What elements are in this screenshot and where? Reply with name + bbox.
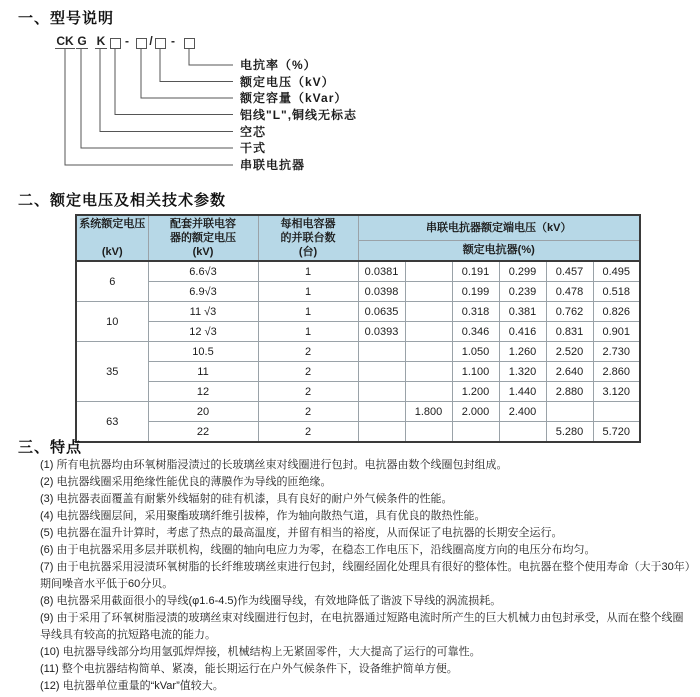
terminal-voltage-cell: 0.495	[593, 261, 640, 282]
spec-table	[75, 214, 641, 443]
header-line: 系统额定电压	[79, 218, 146, 230]
terminal-voltage-cell: 0.478	[546, 282, 593, 302]
model-code-box	[155, 38, 166, 49]
table-row	[76, 362, 640, 382]
model-code-box	[136, 38, 147, 49]
parallel-units-cell: 2	[258, 362, 358, 382]
terminal-voltage-cell	[358, 382, 405, 402]
system-voltage-cell: 63	[76, 402, 148, 443]
feature-item: (6) 由于电抗器采用多层并联机构，线圈的轴向电应力为零，在稳态工作电压下，沿线圈高度方向的电压分布均匀。	[40, 544, 596, 556]
terminal-voltage-cell: 0.457	[546, 261, 593, 282]
feature-item: (3) 电抗器表面覆盖有耐紫外线辐射的硅有机漆，具有良好的耐户外气候条件的性能。	[40, 493, 453, 505]
header-line: (kV)	[101, 246, 123, 258]
feature-item: (7) 由于电抗器采用浸渍环氧树脂的长纤维玻璃丝束进行包封，线圈经固化处理具有很好的整体性。电抗器在整个使用寿命（大于30年）期间噪音水平低于60分贝。	[40, 561, 691, 590]
section2-title: 二、额定电压及相关技术参数	[18, 192, 227, 209]
table-row	[76, 422, 640, 443]
terminal-voltage-cell: 1.200	[452, 382, 499, 402]
terminal-voltage-cell: 1.100	[452, 362, 499, 382]
terminal-voltage-cell: 0.831	[546, 322, 593, 342]
terminal-voltage-cell	[405, 261, 452, 282]
table-row	[76, 261, 640, 282]
terminal-voltage-cell	[358, 362, 405, 382]
model-label: 额定电压（kV）	[240, 75, 335, 89]
header-line: 配套并联电容	[170, 218, 236, 230]
capacitor-voltage-cell: 6.6√3	[148, 261, 258, 282]
feature-item: (8) 电抗器采用截面很小的导线(φ1.6-4.5)作为线圈导线，有效地降低了谐波下导线的涡流损耗。	[40, 595, 502, 607]
model-label: 额定容量（kVar）	[240, 91, 348, 105]
capacitor-voltage-cell: 11 √3	[148, 302, 258, 322]
terminal-voltage-cell: 1.260	[499, 342, 546, 362]
model-code-token: -	[171, 34, 175, 48]
terminal-voltage-cell: 2.640	[546, 362, 593, 382]
header-line: 每相电容器	[280, 218, 336, 230]
capacitor-voltage-cell: 20	[148, 402, 258, 422]
model-code-token: G	[77, 34, 87, 48]
terminal-voltage-cell	[546, 402, 593, 422]
feature-list	[40, 457, 692, 695]
model-code-diagram	[0, 0, 700, 185]
feature-item: (5) 电抗器在温升计算时，考虑了热点的最高温度，并留有相当的裕度，从而保证了电抗器的长期安全运行。	[40, 527, 563, 539]
table-body	[76, 261, 640, 442]
terminal-voltage-cell: 2.860	[593, 362, 640, 382]
feature-item: (12) 电抗器单位重量的“kVar”值较大。	[40, 680, 224, 692]
system-voltage-cell: 35	[76, 342, 148, 402]
table-row	[76, 322, 640, 342]
capacitor-voltage-cell: 11	[148, 362, 258, 382]
feature-item: (1) 所有电抗器均由环氧树脂浸渍过的长玻璃丝束对线圈进行包封。电抗器由数个线圈包封组成。	[40, 459, 508, 471]
model-code-token: CK	[56, 34, 74, 48]
model-label: 铝线"L",铜线无标志	[240, 108, 358, 122]
terminal-voltage-cell: 2.400	[499, 402, 546, 422]
parallel-units-cell: 2	[258, 382, 358, 402]
terminal-voltage-cell: 0.199	[452, 282, 499, 302]
system-voltage-cell: 10	[76, 302, 148, 342]
parallel-units-cell: 2	[258, 342, 358, 362]
terminal-voltage-cell: 0.0393	[358, 322, 405, 342]
table-row	[76, 342, 640, 362]
terminal-voltage-cell: 0.0398	[358, 282, 405, 302]
feature-item: (2) 电抗器线圈采用绝缘性能优良的薄膜作为导线的匝绝缘。	[40, 476, 332, 488]
terminal-voltage-cell: 0.318	[452, 302, 499, 322]
terminal-voltage-cell: 5.720	[593, 422, 640, 443]
parallel-units-cell: 1	[258, 282, 358, 302]
model-code-token: K	[96, 34, 106, 48]
header-terminal-voltage: 串联电抗器额定端电压（kV）	[358, 215, 640, 241]
terminal-voltage-cell: 0.416	[499, 322, 546, 342]
model-code-token: /	[149, 34, 153, 48]
model-code-box	[184, 38, 195, 49]
model-label: 干式	[240, 141, 267, 155]
header-line: 器的额定电压	[170, 232, 236, 244]
terminal-voltage-cell: 2.730	[593, 342, 640, 362]
feature-item: (9) 由于采用了环氧树脂浸渍的玻璃丝束对线圈进行包封，在电抗器通过短路电流时所产生的巨大机械力由包封承受，从而在整个线圈导线具有较高的抗短路电流的能力。	[40, 612, 684, 641]
terminal-voltage-cell: 0.239	[499, 282, 546, 302]
header-rated-reactance: 额定电抗器(%)	[358, 241, 640, 262]
table-row	[76, 402, 640, 422]
table-row	[76, 302, 640, 322]
connector-lines	[0, 0, 700, 185]
model-label: 电抗率（%）	[240, 58, 317, 72]
terminal-voltage-cell: 2.000	[452, 402, 499, 422]
terminal-voltage-cell: 0.0635	[358, 302, 405, 322]
terminal-voltage-cell: 0.762	[546, 302, 593, 322]
parallel-units-cell: 2	[258, 402, 358, 422]
model-code-box	[110, 38, 121, 49]
table-row	[76, 282, 640, 302]
system-voltage-cell: 6	[76, 261, 148, 302]
capacitor-voltage-cell: 22	[148, 422, 258, 443]
header-parallel-units	[258, 215, 358, 261]
terminal-voltage-cell	[405, 362, 452, 382]
terminal-voltage-cell: 0.518	[593, 282, 640, 302]
capacitor-voltage-cell: 6.9√3	[148, 282, 258, 302]
terminal-voltage-cell: 2.520	[546, 342, 593, 362]
parallel-units-cell: 1	[258, 302, 358, 322]
terminal-voltage-cell	[593, 402, 640, 422]
table-row	[76, 382, 640, 402]
terminal-voltage-cell: 3.120	[593, 382, 640, 402]
header-line	[77, 231, 148, 245]
terminal-voltage-cell	[405, 302, 452, 322]
model-label: 串联电抗器	[240, 158, 306, 172]
terminal-voltage-cell: 1.050	[452, 342, 499, 362]
feature-item: (11) 整个电抗器结构简单、紧凑，能长期运行在户外气候条件下，设备维护简单方便。	[40, 663, 458, 675]
terminal-voltage-cell	[358, 342, 405, 362]
feature-item: (10) 电抗器导线部分均用氩弧焊焊接，机械结构上无紧固零件，大大提高了运行的可靠性。	[40, 646, 481, 658]
header-line: 的并联台数	[280, 232, 336, 244]
header-line: (kV)	[192, 246, 214, 258]
terminal-voltage-cell	[405, 342, 452, 362]
parallel-units-cell: 1	[258, 322, 358, 342]
header-capacitor-voltage	[148, 215, 258, 261]
terminal-voltage-cell	[405, 382, 452, 402]
terminal-voltage-cell: 0.826	[593, 302, 640, 322]
terminal-voltage-cell: 0.191	[452, 261, 499, 282]
terminal-voltage-cell	[499, 422, 546, 443]
terminal-voltage-cell: 0.381	[499, 302, 546, 322]
header-line: (台)	[298, 246, 318, 258]
terminal-voltage-cell: 1.440	[499, 382, 546, 402]
section3-title: 三、特点	[18, 439, 83, 456]
terminal-voltage-cell	[405, 322, 452, 342]
terminal-voltage-cell	[358, 402, 405, 422]
parallel-units-cell: 1	[258, 261, 358, 282]
terminal-voltage-cell: 1.320	[499, 362, 546, 382]
terminal-voltage-cell	[405, 282, 452, 302]
parallel-units-cell: 2	[258, 422, 358, 443]
header-system-voltage	[76, 215, 148, 261]
terminal-voltage-cell: 0.299	[499, 261, 546, 282]
terminal-voltage-cell: 0.346	[452, 322, 499, 342]
terminal-voltage-cell: 2.880	[546, 382, 593, 402]
terminal-voltage-cell: 5.280	[546, 422, 593, 443]
terminal-voltage-cell	[358, 422, 405, 443]
terminal-voltage-cell	[405, 422, 452, 443]
capacitor-voltage-cell: 10.5	[148, 342, 258, 362]
model-code-token: -	[125, 34, 129, 48]
feature-item: (4) 电抗器线圈层间，采用聚酯玻璃纤维引拔棒，作为轴向散热气道，具有优良的散热性能。	[40, 510, 486, 522]
terminal-voltage-cell: 1.800	[405, 402, 452, 422]
terminal-voltage-cell: 0.0381	[358, 261, 405, 282]
capacitor-voltage-cell: 12 √3	[148, 322, 258, 342]
terminal-voltage-cell	[452, 422, 499, 443]
section1-title: 一、型号说明	[18, 10, 115, 27]
terminal-voltage-cell: 0.901	[593, 322, 640, 342]
model-label: 空芯	[240, 125, 267, 139]
capacitor-voltage-cell: 12	[148, 382, 258, 402]
